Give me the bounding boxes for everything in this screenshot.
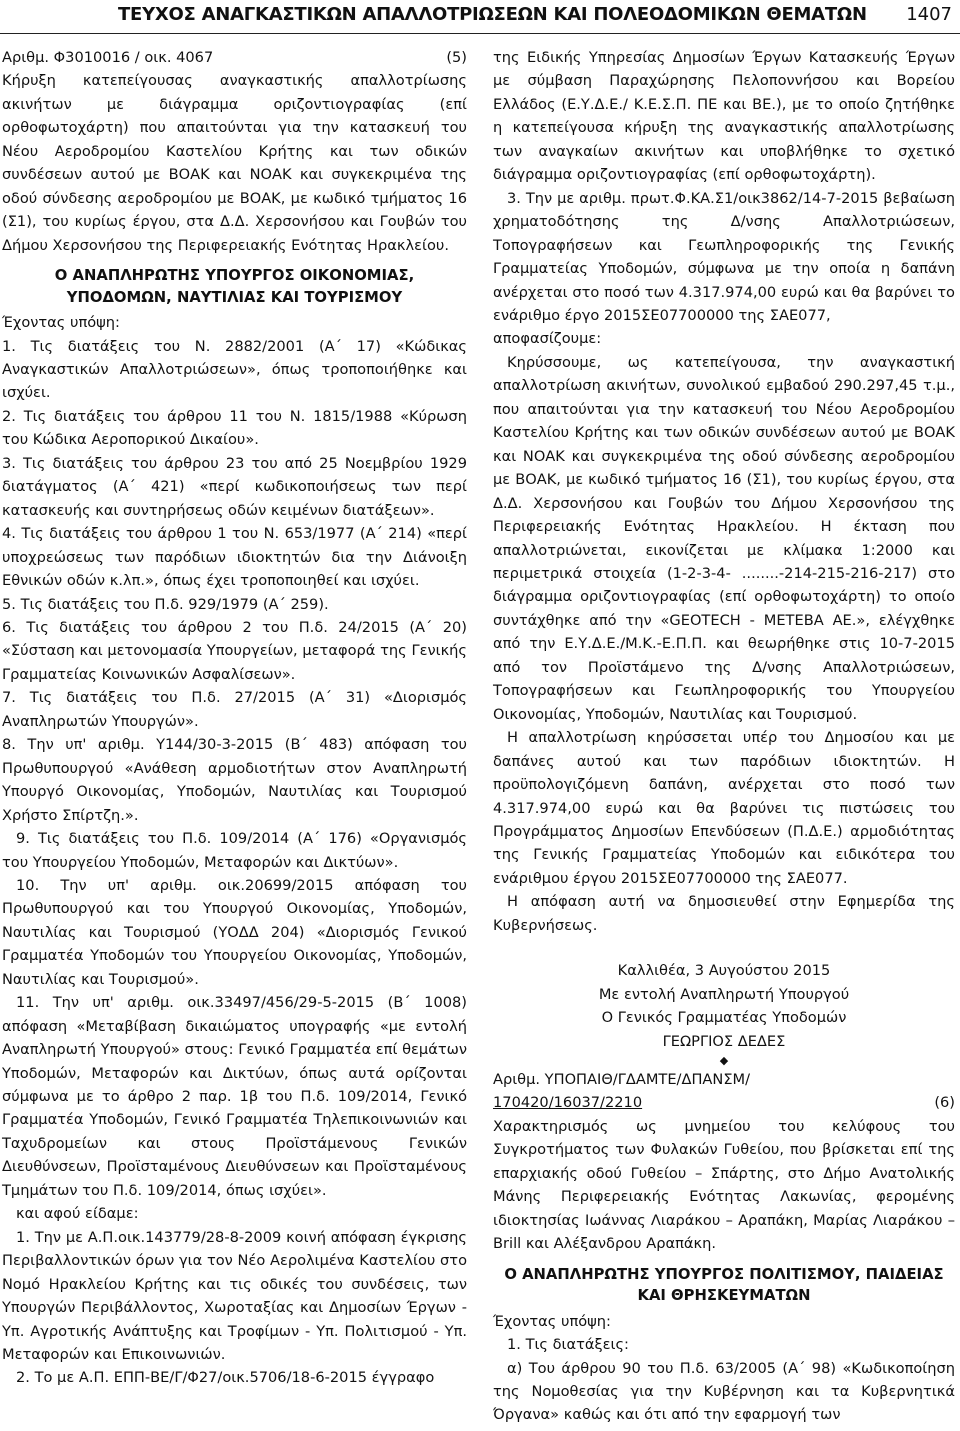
page-number: 1407: [906, 4, 952, 25]
spacer: [493, 937, 955, 959]
paragraph: Η απόφαση αυτή να δημοσιευθεί στην Εφημερίδα της Κυβερνήσεως.: [493, 893, 955, 934]
decision-index: (6): [934, 1094, 955, 1112]
paragraph: 3. Τις διατάξεις του άρθρου 23 του από 25 Νοεμβρίου 1929 διατάγματος (Α΄ 421) «περί κωδικοποιήσεως των περί κατασκευής και συντηρήσεως οδών κειμένων διατάξεων».: [2, 454, 467, 519]
paragraph: 6. Τις διατάξεις του άρθρου 2 του Π.δ. 24/2015 (Α΄ 20) «Σύσταση και μετονομασία Υπουργείων, μεταφορά της Γενικής Γραμματείας Κοινωνικών Ασφαλίσεων».: [2, 618, 467, 683]
decision-index: (5): [446, 49, 467, 66]
paragraph: 9. Τις διατάξεις του Π.δ. 109/2014 (Α΄ 176) «Οργανισμός του Υπουργείου Υποδομών, Μεταφορών και Δικτύων».: [2, 830, 467, 871]
paragraph: 2. Το με Α.Π. ΕΠΠ-ΒΕ/Γ/Φ27/οικ.5706/18-6-2015 έγγραφο: [16, 1369, 435, 1387]
paragraph: Η απαλλοτρίωση κηρύσσεται υπέρ του Δημοσίου και με δαπάνες αυτού και των παρόδιων ιδιοκτητών. Η προϋπολογιζόμενη δαπάνη, ανέρχεται στο ποσό των 4.317.974,00 ευρώ και θα βαρύνει τις πιστώσεις του Προγράμματος Δημοσίων Επενδύσεων (Π.Δ.Ε.) αρμοδιότητας της Γενικής Γραμματείας Υποδομών και ειδικότερα του ενάριθμου έργου 2015ΣΕ07700000 της ΣΑΕ077.: [493, 729, 955, 887]
paragraph: 2. Τις διατάξεις του άρθρου 11 του Ν. 1815/1988 «Κύρωση του Κώδικα Αεροπορικού Δικαίου».: [2, 407, 467, 449]
paragraph: 11. Την υπ' αριθμ. οικ.33497/456/29-5-2015 (Β΄ 1008) απόφαση «Μεταβίβαση δικαιώματος υπογραφής «με εντολή Αναπληρωτή Υπουργού» στους: Γενικό Γραμματέα επί θεμάτων Υποδομών, Μεταφορών και Δικτύων, όπως αυτά ορίζονται σύμφωνα με το άρθρο 2 παρ. 1β του Π.δ. 109/2014, Γενικό Γραμματέα Υποδομών, Γενικό Γραμματέα Τηλεπικοινωνιών και Ταχυδρομείων και στους Προϊστάμενους Γενικών Διευθύνσεων, Προϊσταμένους Διευθύνσεων και Προϊσταμένους Τμημάτων του Π.δ. 109/2014, όπως ισχύει».: [2, 994, 467, 1199]
page-header: [0, 0, 960, 30]
header-rule: [0, 33, 960, 34]
signature-line: Ο Γενικός Γραμματέας Υποδομών: [601, 1009, 847, 1027]
signatory-name: ΓΕΩΡΓΙΟΣ ΔΕΔΕΣ: [662, 1032, 786, 1050]
paragraph: 1. Τις διατάξεις:: [507, 1336, 629, 1354]
paragraph: 10. Την υπ' αριθμ. οικ.20699/2015 απόφαση του Πρωθυπουργού και του Υπουργού Οικονομίας, Υποδομών, Ναυτιλίας και Τουρισμού (ΥΟΔΔ 204) «Διορισμός Γενικού Γραμματέα Υποδομών του Υπουργείου Οικονομίας, Υποδομών, Ναυτιλίας και Τουρισμού».: [2, 876, 467, 988]
paragraph: 4. Τις διατάξεις του άρθρου 1 του Ν. 653/1977 (Α΄ 214) «περί υποχρεώσεως των παρόδιων ιδιοκτητών δια την Διάνοιξη Εθνικών οδών κ.λπ.», όπως έχει τροποποιηθεί και ισχύει.: [2, 525, 467, 590]
paragraph: Κηρύσσουμε, ως κατεπείγουσα, την αναγκαστική απαλλοτρίωση ακινήτων, συνολικού εμβαδού 290.297,45 τ.μ., που απαιτούνται για την κατασκευή του Νέου Αεροδρομίου Καστελίου Κρήτης και των οδικών συνδέσεων αυτού με ΒΟΑΚ και ΝΟΑΚ και συγκεκριμένα της οδού σύνδεσης αεροδρομίου με ΒΟΑΚ, με κωδικό τμήματος 16 (Σ1), του κυρίως έργου, στα Δ.Δ. Χερσονήσου και Γουβών του Δήμου Χερσονήσου της Περιφερειακής Ενότητας Ηρακλείου. Η έκταση που απαλλοτριώνεται, εικονίζεται με κλίμακα 1:2000 και περιμετρικά στοιχεία (1-2-3-4- ........-214-215-216-217) στο διάγραμμα οριζοντιογραφίας (επί ορθοφωτοχάρτη) το οποίο συντάχθηκε από την «GEOTECH - ΜΕΤΕΒΑ ΑΕ.», ελέγχθηκε από την Ε.Υ.Δ.Ε./Μ.Κ.-Ε.Π.Π. και θεωρήθηκε στις 10-7-2015 από τον Προϊστάμενο της Δ/νσης Απαλλοτριώσεων, Τοπογραφήσεων και Γεωπληροφορικής του Υπουργείου Οικονομίας, Υποδομών, Ναυτιλίας και Τουρισμού.: [493, 353, 955, 723]
decision-verb: αποφασίζουμε:: [493, 330, 602, 348]
paragraph: 8. Την υπ' αριθμ. Υ144/30-3-2015 (Β΄ 483) απόφαση του Πρωθυπουργού «Ανάθεση αρμοδιοτήτων στον Αναπληρωτή Υπουργό Οικονομίας, Υποδομών, Ναυτιλίας και Τουρισμού Χρήστο Σπίρτζη.».: [2, 736, 467, 824]
paragraph: 1. Τις διατάξεις του Ν. 2882/2001 (Α΄ 17) «Κώδικας Αναγκαστικών Απαλλοτριώσεων», όπως τροποποιήθηκε και ισχύει.: [2, 337, 467, 402]
separator-diamond-icon: ◆: [719, 1054, 729, 1068]
decision-reference: [2, 46, 467, 69]
left-column: [2, 46, 467, 1390]
gazette-issue-title: ΤΕΥΧΟΣ ΑΝΑΓΚΑΣΤΙΚΩΝ ΑΠΑΛΛΟΤΡΙΩΣΕΩΝ ΚΑΙ ΠΟΛΕΟΔΟΜΙΚΩΝ ΘΕΜΑΤΩΝ: [118, 4, 867, 25]
right-column: [493, 46, 955, 1427]
paragraph: 1. Την με Α.Π.οικ.143779/28-8-2009 κοινή απόφαση έγκρισης Περιβαλλοντικών όρων για τον Νέο Αερολιμένα Καστελίου στο Νομό Ηρακλείου Κρήτης και τις οδικές του συνδέσεις, των Υπουργών Περιβάλλοντος, Χωροταξίας και Δημοσίων Έργων - Υπ. Αγροτικής Ανάπτυξης και Τροφίμων - Υπ. Πολιτισμού - Υπ. Μεταφορών και Επικοινωνιών.: [2, 1228, 467, 1364]
decision-number: Αριθμ. Φ3010016 / οικ. 4067: [2, 49, 214, 66]
paragraph: Έχοντας υπόψη:: [2, 314, 120, 332]
decision-reference: [493, 1091, 955, 1114]
paragraph: και αφού είδαμε:: [16, 1205, 139, 1223]
decision-number: Αριθμ. ΥΠΟΠΑΙΘ/ΓΔΑΜΤΕ/ΔΠΑΝΣΜ/: [493, 1071, 751, 1089]
paragraph: της Ειδικής Υπηρεσίας Δημοσίων Έργων Κατασκευής Έργων με σύμβαση Παραχώρησης Πελοποννήσου και Βορείου Ελλάδος (Ε.Υ.Δ.Ε./ Κ.Ε.Σ.Π. ΠΕ και ΒΕ.), με το οποίο ζητήθηκε η κατεπείγουσα κήρυξη της αναγκαστικής απαλλοτρίωσης των αναγκαίων ακινήτων και υποβλήθηκε το σχετικό διάγραμμα οριζοντιογραφίας (επί ορθοφωτοχάρτη).: [493, 49, 955, 184]
paragraph: α) Του άρθρου 90 του Π.δ. 63/2005 (Α΄ 98) «Κωδικοποίηση της Νομοθεσίας για την Κυβέρνηση και τα Κυβερνητικά Όργανα» καθώς και ότι από την εφαρμογή των: [493, 1359, 955, 1424]
decision-summary: Χαρακτηρισμός ως μνημείου του κελύφους του Συγκροτήματος των Φυλακών Γυθείου, που βρίσκεται επί της επαρχιακής οδού Γυθείου – Σπάρτης, στο Δήμο Ανατολικής Μάνης Περιφερειακής Ενότητας Λακωνίας, φερομένης ιδιοκτησίας Ιωάννας Λιαράκου – Αραπάκη, Μαρίας Λιαράκου – Brill και Αλέξανδρου Αραπάκη.: [493, 1117, 955, 1253]
paragraph: 7. Τις διατάξεις του Π.δ. 27/2015 (Α΄ 31) «Διορισμός Αναπληρωτών Υπουργών».: [2, 689, 467, 730]
minister-heading: Ο ΑΝΑΠΛΗΡΩΤΗΣ ΥΠΟΥΡΓΟΣ ΠΟΛΙΤΙΣΜΟΥ, ΠΑΙΔΕΙΑΣ ΚΑΙ ΘΡΗΣΚΕΥΜΑΤΩΝ: [504, 1265, 944, 1305]
signature-line: Με εντολή Αναπληρωτή Υπουργού: [598, 985, 850, 1003]
signing-place-date: Καλλιθέα, 3 Αυγούστου 2015: [617, 962, 831, 980]
minister-heading: Ο ΑΝΑΠΛΗΡΩΤΗΣ ΥΠΟΥΡΓΟΣ ΟΙΚΟΝΟΜΙΑΣ, ΥΠΟΔΟΜΩΝ, ΝΑΥΤΙΛΙΑΣ ΚΑΙ ΤΟΥΡΙΣΜΟΥ: [54, 267, 415, 306]
paragraph: 3. Την με αριθμ. πρωτ.Φ.ΚΑ.Σ1/οικ3862/14-7-2015 βεβαίωση χρηματοδότησης της Δ/νσης Απαλλοτριώσεων, Τοπογραφήσεων και Γεωπληροφορικής της Γενικής Γραμματείας Υποδομών, σύμφωνα με την οποία η δαπάνη ανέρχεται στο ποσό των 4.317.974,00 ευρώ και θα βαρύνει το ενάριθμο έργο 2015ΣΕ07700000 της ΣΑΕ077,: [493, 189, 955, 324]
decision-summary: Κήρυξη κατεπείγουσας αναγκαστικής απαλλοτρίωσης ακινήτων με διάγραμμα οριζοντιογραφίας (επί ορθοφωτοχάρτη) που απαιτούνται για την κατασκευή του Νέου Αεροδρομίου Καστελίου Κρήτης και των οδικών συνδέσεων αυτού με ΒΟΑΚ και ΝΟΑΚ και συγκεκριμένα της οδού σύνδεσης αεροδρομίου με ΒΟΑΚ, με κωδικό τμήματος 16 (Σ1), του κυρίως έργου, στα Δ.Δ. Χερσονήσου και Γουβών του Δήμου Χερσονήσου της Περιφερειακής Ενότητας Ηρακλείου.: [2, 72, 467, 254]
paragraph: Έχοντας υπόψη:: [493, 1312, 611, 1330]
paragraph: 5. Τις διατάξεις του Π.δ. 929/1979 (Α΄ 259).: [2, 595, 329, 613]
decision-number-cont: 170420/16037/2210: [493, 1094, 643, 1112]
